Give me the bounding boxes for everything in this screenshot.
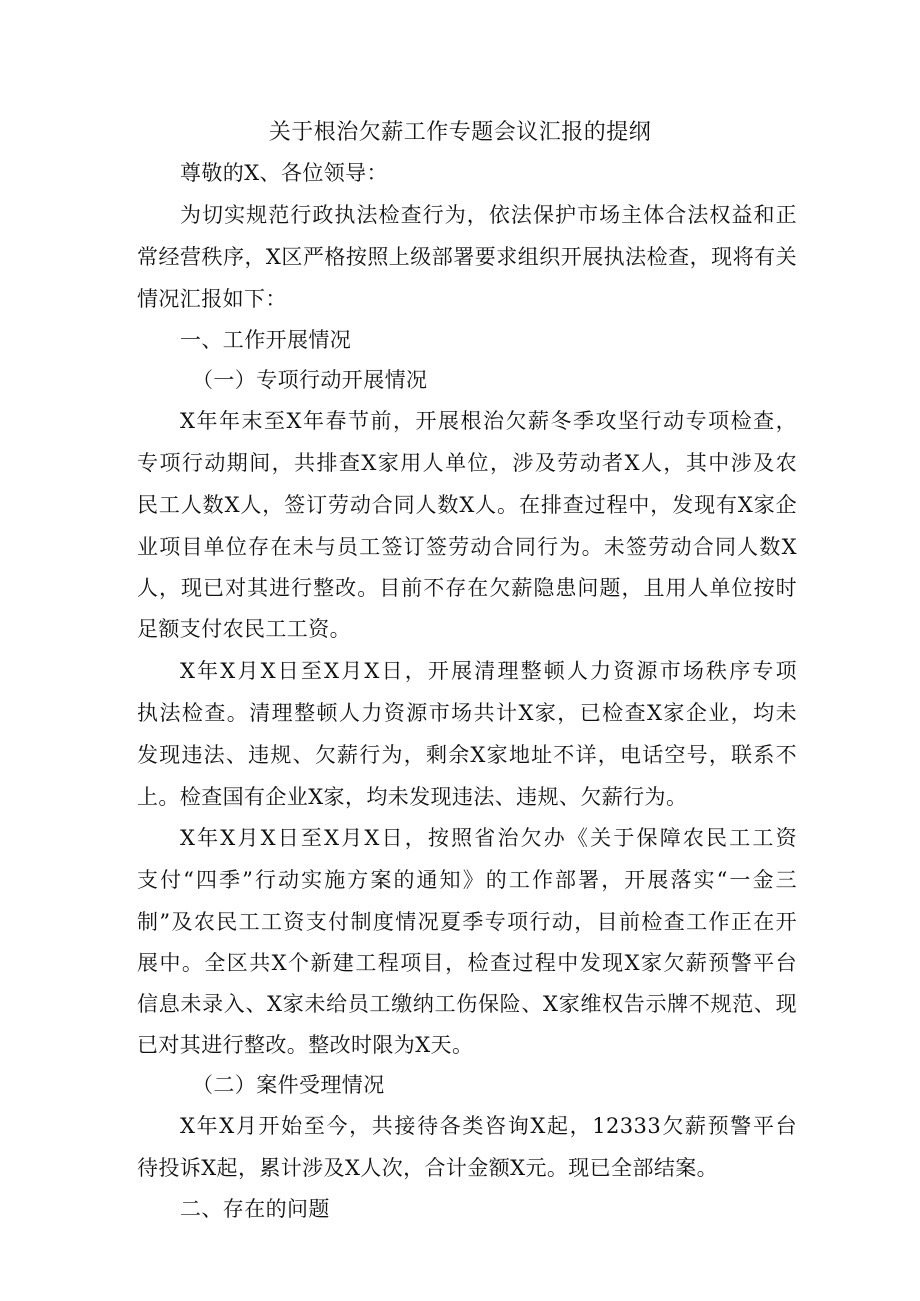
para2-line-1: X年X月X日至X月X日，开展清理整顿人力资源市场秩序专项 bbox=[180, 659, 797, 683]
para4-line-2: 待投诉X起，累计涉及X人次，合计金额X元。现已全部结案。 bbox=[137, 1156, 719, 1180]
subsection-1-heading: （一）专项行动开展情况 bbox=[192, 368, 428, 392]
intro-line-2: 常经营秩序，X区严格按照上级部署要求组织开展执法检查，现将有关 bbox=[137, 245, 797, 269]
para1-line-5: 人，现已对其进行整改。目前不存在欠薪隐患问题，且用人单位按时 bbox=[137, 576, 797, 600]
section-2-heading: 二、存在的问题 bbox=[180, 1197, 330, 1221]
para1-line-2: 专项行动期间，共排查X家用人单位，涉及劳动者X人，其中涉及农 bbox=[137, 451, 797, 475]
para1-line-3: 民工人数X人，签订劳动合同人数X人。在排查过程中，发现有X家企 bbox=[137, 493, 797, 517]
para2-line-3: 发现违法、违规、欠薪行为，剩余X家地址不详，电话空号，联系不 bbox=[137, 743, 797, 767]
para3-line-3: 制”及农民工工资支付制度情况夏季专项行动，目前检查工作正在开 bbox=[137, 910, 797, 934]
para3-line-4: 展中。全区共X个新建工程项目，检查过程中发现X家欠薪预警平台 bbox=[137, 951, 797, 975]
greeting: 尊敬的X、各位领导： bbox=[180, 161, 388, 185]
para1-line-1: X年年末至X年春节前，开展根治欠薪冬季攻坚行动专项检查， bbox=[180, 409, 797, 433]
subsection-2-heading: （二）案件受理情况 bbox=[192, 1073, 385, 1097]
para3-line-2: 支付“四季”行动实施方案的通知》的工作部署，开展落实“一金三 bbox=[137, 868, 797, 892]
para2-line-4: 上。检查国有企业X家，均未发现违法、违规、欠薪行为。 bbox=[137, 785, 688, 809]
section-1-heading: 一、工作开展情况 bbox=[180, 328, 352, 352]
para3-line-6: 已对其进行整改。整改时限为X天。 bbox=[137, 1033, 474, 1057]
para3-line-5: 信息未录入、X家未给员工缴纳工伤保险、X家维权告示牌不规范、现 bbox=[137, 992, 797, 1016]
para1-line-6: 足额支付农民工工资。 bbox=[137, 617, 351, 641]
para2-line-2: 执法检查。清理整顿人力资源市场共计X家，已检查X家企业，均未 bbox=[137, 701, 797, 725]
document-title: 关于根治欠薪工作专题会议汇报的提纲 bbox=[268, 120, 652, 145]
intro-line-1: 为切实规范行政执法检查行为，依法保护市场主体合法权益和正 bbox=[180, 203, 797, 227]
para4-line-1: X年X月开始至今，共接待各类咨询X起，12333欠薪预警平台 bbox=[180, 1114, 797, 1138]
intro-line-3: 情况汇报如下： bbox=[137, 287, 287, 311]
para3-line-1: X年X月X日至X月X日，按照省治欠办《关于保障农民工工资 bbox=[180, 826, 797, 850]
para1-line-4: 业项目单位存在未与员工签订签劳动合同行为。未签劳动合同人数X bbox=[137, 535, 797, 559]
